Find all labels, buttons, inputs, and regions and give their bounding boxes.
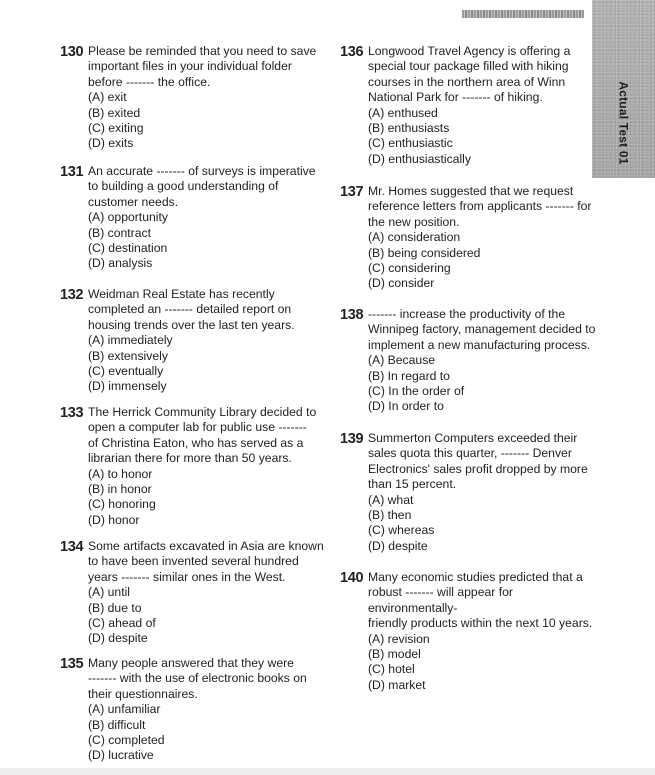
question-stem: The Herrick Community Library decided to open a computer lab for public use ------- of Christina Eaton, who has served as a librarian there for more than 50 years. (88, 405, 317, 466)
answer-option-c: (C) honoring (88, 497, 156, 512)
question-number: 137 (340, 184, 364, 200)
question-132 (60, 287, 325, 395)
answer-option-c: (C) exiting (88, 121, 144, 136)
answer-option-c: (C) considering (368, 261, 451, 276)
question-number: 139 (340, 431, 364, 447)
question-140 (340, 570, 602, 693)
question-stem: Weidman Real Estate has recently completed an ------- detailed report on housing trends over the last ten years. (88, 287, 295, 332)
question-134 (60, 539, 325, 647)
question-stem: Some artifacts excavated in Asia are known to have been invented several hundred years ------- similar ones in the West. (88, 539, 324, 584)
answer-option-b: (B) being considered (368, 245, 481, 260)
question-stem: Mr. Homes suggested that we request reference letters from applicants ------- for the new position. (368, 184, 592, 229)
question-stem: Many economic studies predicted that a robust ------- will appear for environmentally- friendly products within the next 10 years. (368, 570, 593, 631)
question-number: 135 (60, 656, 84, 672)
answer-options (88, 90, 325, 152)
page-bottom-strip (0, 768, 655, 775)
answer-option-a: (A) Because (368, 353, 436, 368)
answer-option-b: (B) model (368, 647, 421, 662)
answer-option-c: (C) whereas (368, 523, 435, 538)
answer-option-c: (C) completed (88, 733, 165, 748)
answer-option-d: (D) consider (368, 276, 435, 291)
question-stem: Many people answered that they were ------- with the use of electronic books on their questionnaires. (88, 656, 307, 701)
answer-option-d: (D) In order to (368, 399, 444, 414)
answer-option-d: (D) analysis (88, 256, 153, 271)
question-number: 138 (340, 307, 364, 323)
answer-option-c: (C) eventually (88, 364, 164, 379)
answer-option-c: (C) destination (88, 241, 168, 256)
answer-options (88, 467, 325, 529)
answer-options (368, 493, 602, 555)
answer-option-a: (A) to honor (88, 466, 153, 481)
answer-option-c: (C) hotel (368, 662, 415, 677)
answer-option-d: (D) honor (88, 512, 140, 527)
answer-option-a: (A) consideration (368, 230, 461, 245)
answer-options (368, 632, 602, 694)
question-139 (340, 431, 602, 554)
answer-option-b: (B) extensively (88, 348, 168, 363)
answer-option-d: (D) despite (368, 538, 428, 553)
answer-option-a: (A) exit (88, 90, 127, 105)
answer-option-c: (C) In the order of (368, 384, 465, 399)
question-stem: Please be reminded that you need to save important files in your individual folder before ------- the office. (88, 44, 317, 89)
question-number: 132 (60, 287, 84, 303)
answer-option-d: (D) enthusiastically (368, 151, 471, 166)
question-136 (340, 44, 602, 167)
question-number: 130 (60, 44, 84, 60)
answer-option-b: (B) then (368, 508, 412, 523)
question-130 (60, 44, 325, 152)
answer-option-d: (D) despite (88, 631, 148, 646)
answer-option-b: (B) enthusiasts (368, 121, 450, 136)
answer-option-a: (A) enthused (368, 105, 438, 120)
header-pattern-bar (462, 10, 584, 18)
answer-option-b: (B) In regard to (368, 368, 450, 383)
question-stem: An accurate ------- of surveys is imperative to building a good understanding of customer needs. (88, 164, 316, 209)
question-number: 136 (340, 44, 364, 60)
answer-option-b: (B) in honor (88, 482, 152, 497)
question-138 (340, 307, 602, 415)
answer-option-d: (D) exits (88, 136, 134, 151)
answer-options (88, 333, 325, 395)
answer-option-b: (B) exited (88, 105, 141, 120)
answer-option-a: (A) what (368, 492, 414, 507)
answer-option-d: (D) lucrative (88, 748, 154, 763)
question-135 (60, 656, 325, 764)
answer-options (368, 353, 602, 415)
answer-option-a: (A) revision (368, 631, 430, 646)
question-stem: Summerton Computers exceeded their sales quota this quarter, ------- Denver Electronics' sales profit dropped by more than 15 percent. (368, 431, 588, 492)
test-section-tab-text: Actual Test 01 (616, 81, 631, 165)
answer-option-a: (A) immediately (88, 333, 173, 348)
answer-option-a: (A) opportunity (88, 210, 168, 225)
answer-option-c: (C) ahead of (88, 616, 156, 631)
answer-option-b: (B) contract (88, 225, 151, 240)
answer-options (88, 585, 325, 647)
answer-option-b: (B) due to (88, 600, 142, 615)
question-number: 140 (340, 570, 364, 586)
answer-options (368, 230, 602, 292)
answer-option-b: (B) difficult (88, 717, 146, 732)
question-number: 134 (60, 539, 84, 555)
question-137 (340, 184, 602, 292)
answer-option-d: (D) immensely (88, 379, 167, 394)
answer-option-c: (C) enthusiastic (368, 136, 453, 151)
question-number: 131 (60, 164, 84, 180)
answer-option-a: (A) until (88, 585, 130, 600)
question-stem: ------- increase the productivity of the Winnipeg factory, management decided to implement a new manufacturing process. (368, 307, 596, 352)
answer-option-d: (D) market (368, 677, 426, 692)
question-number: 133 (60, 405, 84, 421)
question-stem: Longwood Travel Agency is offering a special tour package filled with hiking courses in the northern area of Winn National Park for ------- of hiking. (368, 44, 571, 105)
question-131 (60, 164, 325, 272)
answer-options (368, 106, 602, 168)
answer-options (88, 702, 325, 764)
answer-option-a: (A) unfamiliar (88, 702, 161, 717)
answer-options (88, 210, 325, 272)
question-133 (60, 405, 325, 528)
